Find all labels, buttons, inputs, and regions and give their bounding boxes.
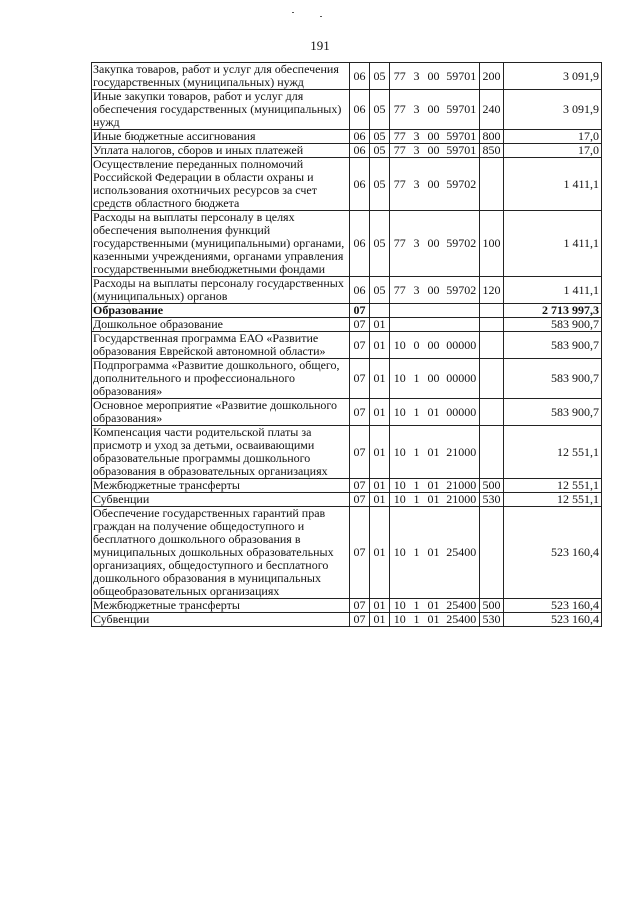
target-article-direction: 00000 (444, 332, 480, 359)
table-row (92, 613, 602, 627)
section-code: 07 (350, 399, 370, 426)
amount: 12 551,1 (504, 493, 602, 507)
subsection-code: 05 (370, 130, 390, 144)
row-description: Межбюджетные трансферты (92, 599, 350, 613)
row-description: Государственная программа ЕАО «Развитие образования Еврейской автономной области» (92, 332, 350, 359)
section-code: 07 (350, 304, 370, 318)
section-code: 07 (350, 479, 370, 493)
subsection-code: 05 (370, 144, 390, 158)
subsection-code: 01 (370, 507, 390, 599)
target-article-direction: 59701 (444, 90, 480, 130)
table-row (92, 318, 602, 332)
target-article-direction: 59702 (444, 158, 480, 211)
expense-type-code (480, 507, 504, 599)
target-article-program: 10 (390, 426, 410, 479)
row-description: Обеспечение государственных гарантий прав граждан на получение общедоступного и бесплатного дошкольного образования в муниципальных дошкольных образовательных организациях, общедоступного и бесплатного дошкольного образования в муниципальных общеобразовательных организациях (92, 507, 350, 599)
target-article-subprogram: 1 (410, 426, 424, 479)
amount: 2 713 997,3 (504, 304, 602, 318)
target-article-event: 00 (424, 90, 444, 130)
target-article-event: 00 (424, 63, 444, 90)
target-article-subprogram: 1 (410, 493, 424, 507)
target-article-direction: 21000 (444, 479, 480, 493)
target-article-subprogram: 1 (410, 359, 424, 399)
target-article-program: 10 (390, 599, 410, 613)
table-body (92, 63, 602, 627)
target-article-event: 01 (424, 613, 444, 627)
amount: 583 900,7 (504, 399, 602, 426)
row-description: Иные закупки товаров, работ и услуг для обеспечения государственных (муниципальных) нужд (92, 90, 350, 130)
target-article-direction (444, 318, 480, 332)
expense-type-code: 530 (480, 613, 504, 627)
budget-table (91, 62, 602, 627)
row-description: Компенсация части родительской платы за присмотр и уход за детьми, осваивающими образовательные программы дошкольного образования в образовательных организациях (92, 426, 350, 479)
target-article-program: 77 (390, 211, 410, 277)
target-article-program (390, 304, 410, 318)
amount: 3 091,9 (504, 90, 602, 130)
table-row (92, 479, 602, 493)
section-code: 06 (350, 277, 370, 304)
target-article-direction: 21000 (444, 493, 480, 507)
expense-type-code (480, 318, 504, 332)
target-article-program: 10 (390, 332, 410, 359)
section-code: 07 (350, 507, 370, 599)
row-description: Иные бюджетные ассигнования (92, 130, 350, 144)
row-description: Образование (92, 304, 350, 318)
subsection-code: 01 (370, 359, 390, 399)
target-article-program: 10 (390, 613, 410, 627)
target-article-direction: 59701 (444, 144, 480, 158)
target-article-event: 00 (424, 144, 444, 158)
expense-type-code: 530 (480, 493, 504, 507)
row-description: Дошкольное образование (92, 318, 350, 332)
expense-type-code: 100 (480, 211, 504, 277)
target-article-event (424, 318, 444, 332)
row-description: Субвенции (92, 493, 350, 507)
expense-type-code (480, 304, 504, 318)
subsection-code: 05 (370, 277, 390, 304)
target-article-subprogram: 1 (410, 479, 424, 493)
target-article-event: 01 (424, 399, 444, 426)
section-code: 07 (350, 426, 370, 479)
table-row (92, 304, 602, 318)
row-description: Осуществление переданных полномочий Российской Федерации в области охраны и использования охотничьих ресурсов за счет средств областного бюджета (92, 158, 350, 211)
target-article-program: 10 (390, 507, 410, 599)
target-article-event: 01 (424, 599, 444, 613)
subsection-code: 01 (370, 332, 390, 359)
section-code: 07 (350, 332, 370, 359)
row-description: Уплата налогов, сборов и иных платежей (92, 144, 350, 158)
table-row (92, 63, 602, 90)
subsection-code (370, 304, 390, 318)
target-article-direction: 59701 (444, 130, 480, 144)
expense-type-code (480, 359, 504, 399)
page-number: 191 (310, 38, 330, 53)
target-article-subprogram: 1 (410, 507, 424, 599)
table-row (92, 399, 602, 426)
target-article-subprogram: 1 (410, 399, 424, 426)
section-code: 06 (350, 158, 370, 211)
target-article-subprogram: 3 (410, 211, 424, 277)
subsection-code: 01 (370, 479, 390, 493)
table-row (92, 332, 602, 359)
target-article-direction: 00000 (444, 399, 480, 426)
subsection-code: 05 (370, 211, 390, 277)
row-description: Закупка товаров, работ и услуг для обеспечения государственных (муниципальных) нужд (92, 63, 350, 90)
target-article-subprogram: 3 (410, 144, 424, 158)
target-article-subprogram: 0 (410, 332, 424, 359)
target-article-event: 00 (424, 158, 444, 211)
amount: 583 900,7 (504, 332, 602, 359)
target-article-subprogram: 3 (410, 130, 424, 144)
target-article-direction (444, 304, 480, 318)
table-row (92, 426, 602, 479)
target-article-program: 77 (390, 90, 410, 130)
table-row (92, 144, 602, 158)
target-article-subprogram: 1 (410, 599, 424, 613)
section-code: 07 (350, 493, 370, 507)
expense-type-code (480, 399, 504, 426)
target-article-program: 10 (390, 359, 410, 399)
section-code: 06 (350, 90, 370, 130)
section-code: 06 (350, 144, 370, 158)
expense-type-code: 200 (480, 63, 504, 90)
scan-speck (320, 16, 322, 17)
expense-type-code: 800 (480, 130, 504, 144)
section-code: 07 (350, 599, 370, 613)
table-row (92, 277, 602, 304)
amount: 583 900,7 (504, 318, 602, 332)
subsection-code: 01 (370, 426, 390, 479)
section-code: 07 (350, 318, 370, 332)
target-article-subprogram: 3 (410, 63, 424, 90)
section-code: 07 (350, 613, 370, 627)
amount: 523 160,4 (504, 613, 602, 627)
row-description: Межбюджетные трансферты (92, 479, 350, 493)
table-row (92, 493, 602, 507)
table-row (92, 158, 602, 211)
amount: 12 551,1 (504, 479, 602, 493)
target-article-direction: 59702 (444, 211, 480, 277)
expense-type-code: 240 (480, 90, 504, 130)
target-article-direction: 25400 (444, 599, 480, 613)
table-row (92, 211, 602, 277)
target-article-direction: 59702 (444, 277, 480, 304)
amount: 1 411,1 (504, 211, 602, 277)
table-row (92, 599, 602, 613)
subsection-code: 01 (370, 318, 390, 332)
target-article-program: 77 (390, 158, 410, 211)
subsection-code: 05 (370, 158, 390, 211)
target-article-event: 01 (424, 507, 444, 599)
amount: 12 551,1 (504, 426, 602, 479)
target-article-event: 01 (424, 479, 444, 493)
target-article-direction: 00000 (444, 359, 480, 399)
expense-type-code (480, 426, 504, 479)
subsection-code: 01 (370, 493, 390, 507)
subsection-code: 01 (370, 599, 390, 613)
target-article-event (424, 304, 444, 318)
target-article-subprogram (410, 304, 424, 318)
target-article-program: 77 (390, 130, 410, 144)
table-row (92, 507, 602, 599)
target-article-direction: 21000 (444, 426, 480, 479)
target-article-subprogram: 3 (410, 277, 424, 304)
target-article-event: 00 (424, 130, 444, 144)
section-code: 06 (350, 63, 370, 90)
section-code: 06 (350, 211, 370, 277)
scan-speck (292, 12, 294, 13)
target-article-direction: 25400 (444, 613, 480, 627)
subsection-code: 05 (370, 63, 390, 90)
target-article-program: 10 (390, 399, 410, 426)
table-row (92, 130, 602, 144)
target-article-program: 77 (390, 63, 410, 90)
target-article-event: 01 (424, 493, 444, 507)
target-article-program: 77 (390, 144, 410, 158)
row-description: Субвенции (92, 613, 350, 627)
amount: 1 411,1 (504, 277, 602, 304)
amount: 523 160,4 (504, 599, 602, 613)
target-article-direction: 25400 (444, 507, 480, 599)
row-description: Расходы на выплаты персоналу в целях обеспечения выполнения функций государственными (муниципальными) органами, казенными учреждениями, органами управления государственными внебюджетными фондами (92, 211, 350, 277)
amount: 583 900,7 (504, 359, 602, 399)
expense-type-code: 500 (480, 599, 504, 613)
section-code: 07 (350, 359, 370, 399)
target-article-subprogram (410, 318, 424, 332)
target-article-event: 00 (424, 277, 444, 304)
amount: 1 411,1 (504, 158, 602, 211)
row-description: Подпрограмма «Развитие дошкольного, общего, дополнительного и профессионального образования» (92, 359, 350, 399)
amount: 3 091,9 (504, 63, 602, 90)
expense-type-code: 120 (480, 277, 504, 304)
target-article-program: 77 (390, 277, 410, 304)
subsection-code: 01 (370, 399, 390, 426)
expense-type-code (480, 332, 504, 359)
subsection-code: 01 (370, 613, 390, 627)
target-article-event: 00 (424, 359, 444, 399)
row-description: Основное мероприятие «Развитие дошкольного образования» (92, 399, 350, 426)
target-article-subprogram: 3 (410, 90, 424, 130)
expense-type-code: 500 (480, 479, 504, 493)
expense-type-code: 850 (480, 144, 504, 158)
target-article-direction: 59701 (444, 63, 480, 90)
subsection-code: 05 (370, 90, 390, 130)
amount: 17,0 (504, 144, 602, 158)
table-row (92, 90, 602, 130)
amount: 17,0 (504, 130, 602, 144)
target-article-event: 00 (424, 211, 444, 277)
target-article-event: 01 (424, 426, 444, 479)
amount: 523 160,4 (504, 507, 602, 599)
target-article-subprogram: 1 (410, 613, 424, 627)
target-article-program: 10 (390, 479, 410, 493)
row-description: Расходы на выплаты персоналу государственных (муниципальных) органов (92, 277, 350, 304)
target-article-program: 10 (390, 493, 410, 507)
target-article-program (390, 318, 410, 332)
table-row (92, 359, 602, 399)
section-code: 06 (350, 130, 370, 144)
expense-type-code (480, 158, 504, 211)
target-article-event: 00 (424, 332, 444, 359)
target-article-subprogram: 3 (410, 158, 424, 211)
